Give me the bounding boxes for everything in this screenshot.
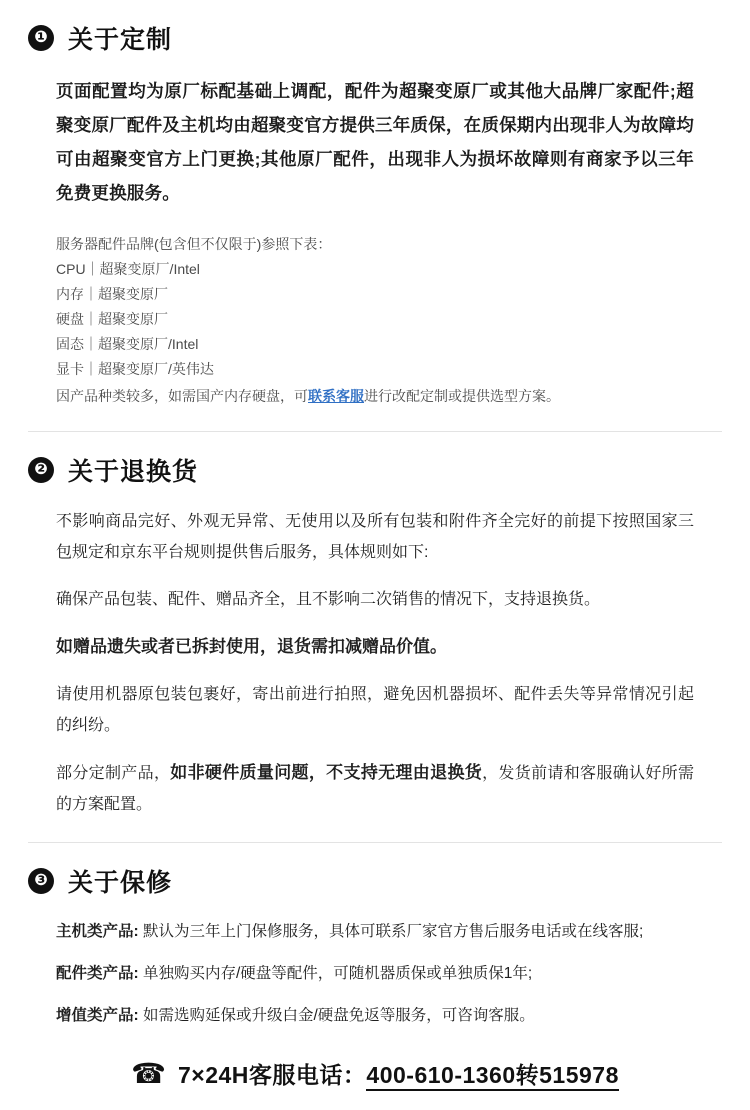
parts-line-ssd: 固态｜超聚变原厂/Intel	[56, 336, 199, 352]
returns-custom-before: 部分定制产品，	[56, 765, 171, 782]
returns-custom-after: ，发货前请和客服确认好所需的方案配置。	[56, 765, 694, 813]
warranty-label-host: 主机类产品:	[56, 923, 139, 940]
divider-2	[28, 842, 722, 843]
warranty-text-parts: 单独购买内存/硬盘等配件，可随机器质保或单独质保1年;	[138, 965, 533, 982]
support-phone-number[interactable]: 400-610-1360转515978	[366, 1062, 618, 1091]
returns-gift-warning: 如赠品遗失或者已拆封使用，退货需扣减赠品价值。	[56, 637, 447, 656]
telephone-icon: ☎	[131, 1057, 166, 1089]
support-phone-bar[interactable]	[28, 1057, 722, 1090]
warranty-row-parts	[56, 959, 694, 989]
section-title: 关于退换货	[68, 458, 199, 486]
parts-line-memory: 内存｜超聚变原厂	[56, 286, 168, 302]
parts-line-harddisk: 硬盘｜超聚变原厂	[56, 311, 168, 327]
warranty-text-host: 默认为三年上门保修服务，具体可联系厂家官方售后服务电话或在线客服;	[138, 923, 644, 940]
section-about-warranty	[28, 863, 722, 1031]
returns-paragraph-5	[56, 757, 694, 820]
section-about-customization	[28, 20, 722, 409]
section-heading	[28, 452, 722, 488]
parts-note-tail	[56, 384, 694, 409]
parts-line-gpu: 显卡｜超聚变原厂/英伟达	[56, 361, 214, 377]
section-about-returns	[28, 452, 722, 820]
section-body	[28, 917, 722, 1031]
returns-paragraph-2: 确保产品包装、配件、赠品齐全，且不影响二次销售的情况下，支持退换货。	[56, 591, 601, 608]
divider-1	[28, 431, 722, 432]
section-heading	[28, 863, 722, 899]
warranty-row-valueadd	[56, 1001, 694, 1031]
section-body	[28, 506, 722, 820]
parts-note-tail-after: 进行改配定制或提供选型方案。	[364, 388, 560, 404]
section-number-badge: ❶	[28, 25, 54, 51]
section-number-badge: ❸	[28, 868, 54, 894]
warranty-label-valueadd: 增值类产品:	[56, 1007, 139, 1024]
warranty-label-parts: 配件类产品:	[56, 965, 139, 982]
parts-note-intro: 服务器配件品牌(包含但不仅限于)参照下表：	[56, 236, 332, 252]
section-number-badge: ❷	[28, 457, 54, 483]
warranty-text-valueadd: 如需选购延保或升级白金/硬盘免返等服务，可咨询客服。	[138, 1007, 535, 1024]
section-heading	[28, 20, 722, 56]
contact-service-link[interactable]: 联系客服	[308, 388, 364, 404]
customization-lead-text: 页面配置均为原厂标配基础上调配，配件为超聚变原厂或其他大品牌厂家配件;超聚变原厂配件及主机均由超聚变官方提供三年质保，在质保期内出现非人为故障均可由超聚变官方上门更换;其他原厂配件，出现非人为损坏故障则有商家予以三年免费更换服务。	[56, 81, 694, 203]
parts-brand-note	[56, 232, 694, 409]
returns-custom-emphasis: 如非硬件质量问题，不支持无理由退换货	[170, 763, 483, 782]
returns-paragraph-1: 不影响商品完好、外观无异常、无使用以及所有包装和附件齐全完好的前提下按照国家三包规定和京东平台规则提供售后服务，具体规则如下:	[56, 513, 694, 561]
returns-paragraph-3	[56, 631, 694, 663]
section-body	[28, 74, 722, 409]
returns-paragraph-4: 请使用机器原包装包裹好，寄出前进行拍照，避免因机器损坏、配件丢失等异常情况引起的纠纷。	[56, 686, 694, 734]
support-phone-text	[178, 1057, 619, 1090]
parts-note-tail-before: 因产品种类较多，如需国产内存硬盘，可	[56, 388, 308, 404]
parts-line-cpu: CPU｜超聚变原厂/Intel	[56, 261, 200, 277]
warranty-row-host	[56, 917, 694, 947]
section-title: 关于保修	[68, 869, 173, 897]
support-phone-prefix: 7×24H客服电话：	[177, 1062, 367, 1088]
section-title: 关于定制	[68, 26, 173, 54]
